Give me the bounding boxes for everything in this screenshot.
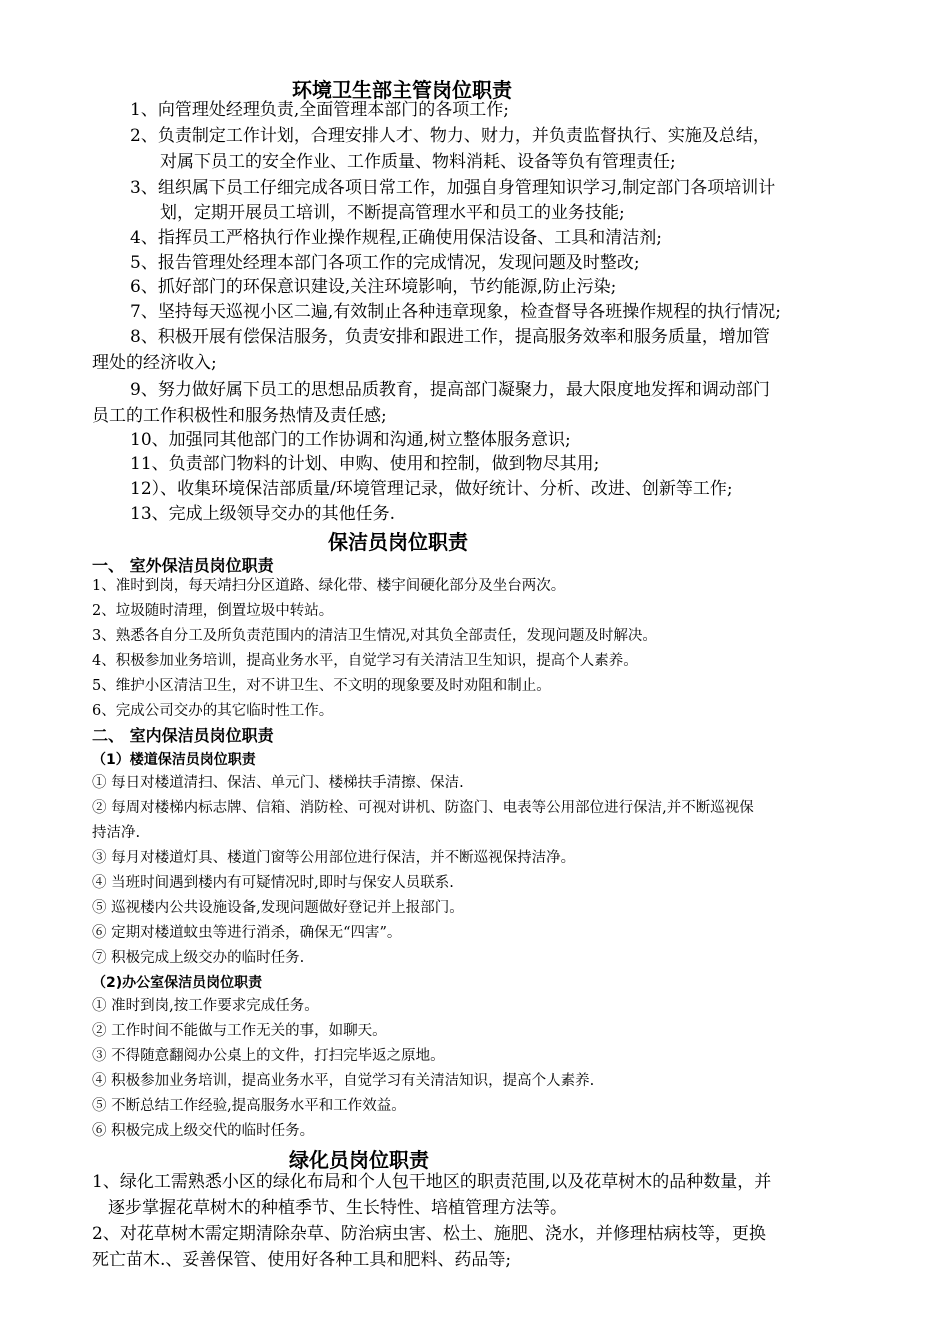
section3-line: 2、对花草树木需定期清除杂草、防治病虫害、松土、施肥、浇水，并修理枯病枝等，更换 [92, 1224, 766, 1244]
section1-line: 理处的经济收入; [92, 353, 217, 373]
section1-line: 2、负责制定工作计划，合理安排人才、物力、财力，并负责监督执行、实施及总结， [130, 126, 770, 146]
section1-title: 环境卫生部主管岗位职责 [292, 78, 512, 102]
section3-line: 逐步掌握花草树木的种植季节、生长特性、培植管理方法等。 [108, 1198, 567, 1218]
section3-line: 死亡苗木.、妥善保管、使用好各种工具和肥料、药品等; [92, 1250, 512, 1270]
office-heading: （2)办公室保洁员岗位职责 [92, 975, 263, 991]
section1-line: 员工的工作积极性和服务热情及责任感; [92, 406, 387, 426]
corridor-item: ⑥ 定期对楼道蚊虫等进行消杀，确保无“四害”。 [92, 925, 402, 941]
office-item: ⑥ 积极完成上级交代的临时任务。 [92, 1123, 315, 1139]
outdoor-item: 5、维护小区清洁卫生，对不讲卫生、不文明的现象要及时劝阻和制止。 [92, 678, 551, 694]
office-item: ③ 不得随意翻阅办公桌上的文件，打扫完毕返之原地。 [92, 1048, 445, 1064]
section3-line: 1、绿化工需熟悉小区的绿化布局和个人包干地区的职责范围,以及花草树木的品种数量，并 [92, 1172, 772, 1192]
corridor-item: ④ 当班时间遇到楼内有可疑情况时,即时与保安人员联系. [92, 875, 454, 891]
outdoor-item: 6、完成公司交办的其它临时性工作。 [92, 703, 334, 719]
section1-line: 1、向管理处经理负责,全面管理本部门的各项工作; [130, 100, 509, 120]
outdoor-item: 4、积极参加业务培训，提高业务水平，自觉学习有关清洁卫生知识，提高个人素养。 [92, 653, 638, 669]
section1-line: 3、组织属下员工仔细完成各项日常工作，加强自身管理知识学习,制定部门各项培训计 [130, 178, 776, 198]
section1-line: 11、负责部门物料的计划、申购、使用和控制，做到物尽其用; [130, 454, 600, 474]
section1-line: 12）、收集环境保洁部质量/环境管理记录，做好统计、分析、改进、创新等工作; [130, 479, 733, 499]
indoor-heading: 二、 室内保洁员岗位职责 [92, 726, 274, 745]
corridor-heading: （1）楼道保洁员岗位职责 [92, 752, 256, 768]
corridor-item: ② 每周对楼梯内标志牌、信箱、消防栓、可视对讲机、防盗门、电表等公用部位进行保洁,并不断巡视保 [92, 800, 754, 816]
section3-title: 绿化员岗位职责 [289, 1148, 429, 1172]
outdoor-item: 2、垃圾随时清理，倒置垃圾中转站。 [92, 603, 334, 619]
section1-line: 8、积极开展有偿保洁服务，负责安排和跟进工作，提高服务效率和服务质量，增加管 [130, 327, 770, 347]
corridor-item: ⑤ 巡视楼内公共设施设备,发现问题做好登记并上报部门。 [92, 900, 464, 916]
outdoor-item: 3、熟悉各自分工及所负责范围内的清洁卫生情况,对其负全部责任，发现问题及时解决。 [92, 628, 657, 644]
office-item: ① 准时到岗,按工作要求完成任务。 [92, 998, 319, 1014]
office-item: ② 工作时间不能做与工作无关的事，如聊天。 [92, 1023, 387, 1039]
section1-line: 6、抓好部门的环保意识建设,关注环境影响，节约能源,防止污染; [130, 277, 617, 297]
office-item: ⑤ 不断总结工作经验,提高服务水平和工作效益。 [92, 1098, 406, 1114]
office-item: ④ 积极参加业务培训，提高业务水平，自觉学习有关清洁知识，提高个人素养. [92, 1073, 595, 1089]
corridor-item: 持洁净. [92, 825, 141, 841]
section2-title: 保洁员岗位职责 [328, 530, 468, 554]
corridor-item: ③ 每月对楼道灯具、楼道门窗等公用部位进行保洁，并不断巡视保持洁净。 [92, 850, 576, 866]
section1-line: 9、努力做好属下员工的思想品质教育，提高部门凝聚力，最大限度地发挥和调动部门 [130, 380, 770, 400]
section1-line: 对属下员工的安全作业、工作质量、物料消耗、设备等负有管理责任; [160, 152, 676, 172]
section1-line: 划，定期开展员工培训，不断提高管理水平和员工的业务技能; [160, 203, 625, 223]
section1-line: 5、报告管理处经理本部门各项工作的完成情况，发现问题及时整改; [130, 253, 640, 273]
section1-line: 7、坚持每天巡视小区二遍,有效制止各种违章现象，检查督导各班操作规程的执行情况; [130, 302, 781, 322]
outdoor-heading: 一、 室外保洁员岗位职责 [92, 556, 274, 575]
section1-line: 10、加强同其他部门的工作协调和沟通,树立整体服务意识; [130, 430, 571, 450]
section1-line: 13、完成上级领导交办的其他任务. [130, 504, 396, 524]
corridor-item: ① 每日对楼道清扫、保洁、单元门、楼梯扶手清擦、保洁. [92, 775, 464, 791]
section1-line: 4、指挥员工严格执行作业操作规程,正确使用保洁设备、工具和清洁剂; [130, 228, 662, 248]
outdoor-item: 1、准时到岗，每天靖扫分区道路、绿化带、楼宇间硬化部分及坐台两次。 [92, 578, 566, 594]
corridor-item: ⑦ 积极完成上级交办的临时任务. [92, 950, 305, 966]
